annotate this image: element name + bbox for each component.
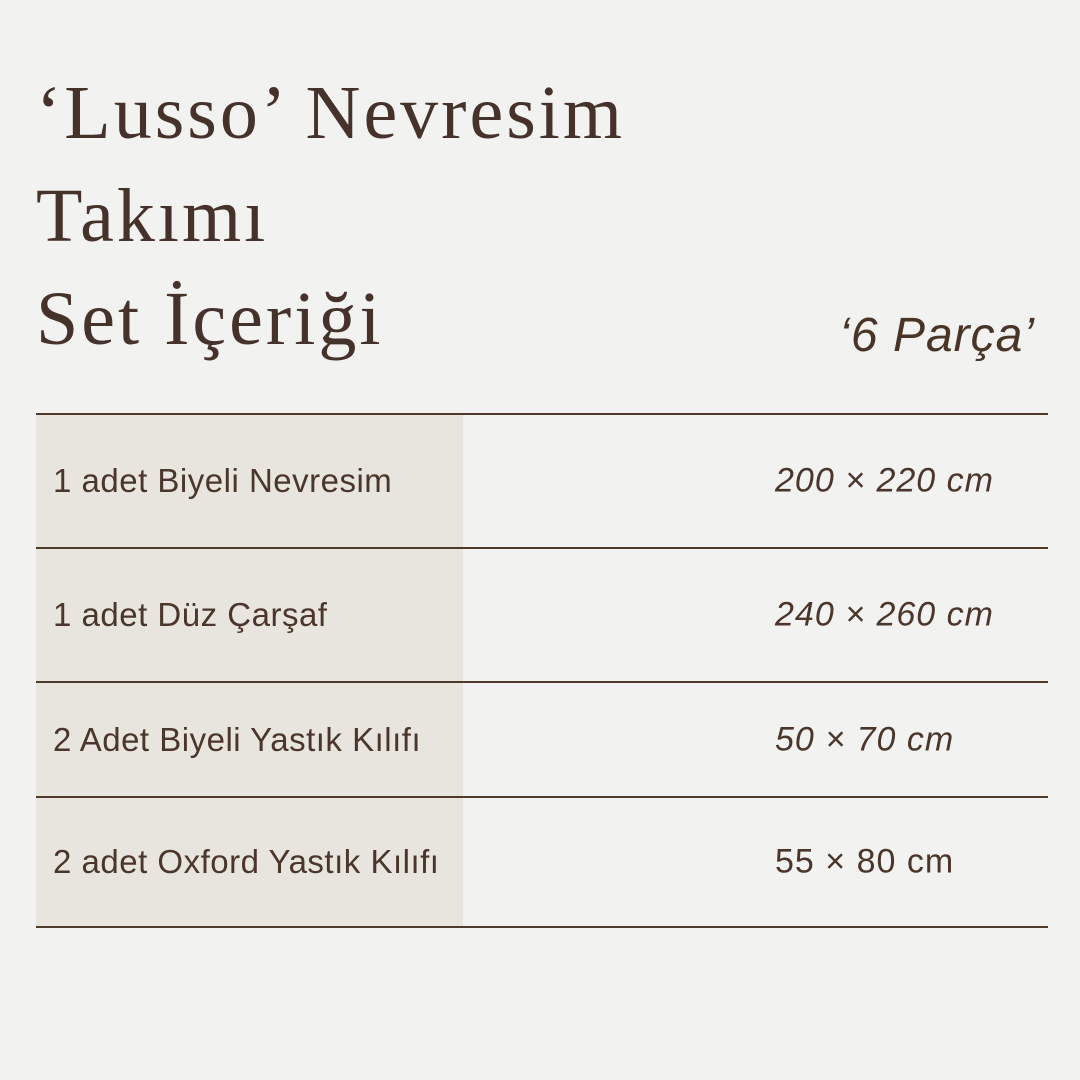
page-title-line-3: Set İçeriği [36,277,384,361]
item-name: 1 adet Biyeli Nevresim [53,462,393,499]
item-name: 2 Adet Biyeli Yastık Kılıfı [53,720,422,758]
piece-count-badge: ‘6 Parça’ [839,309,1035,362]
set-contents-table [36,413,1048,928]
item-name: 2 adet Oxford Yastık Kılıfı [53,843,440,880]
table-row [36,547,1048,681]
page-title [36,62,625,371]
page-title-line-2: Takımı [36,174,269,258]
table-row [36,413,1048,547]
item-size: 55 × 80 cm [775,842,955,881]
item-size: 240 × 260 cm [775,595,994,634]
item-name: 1 adet Düz Çarşaf [53,596,328,633]
item-size: 200 × 220 cm [775,461,994,500]
table-row [36,796,1048,926]
item-size: 50 × 70 cm [775,720,955,758]
page-title-line-1: ‘Lusso’ Nevresim [36,71,626,155]
table-row [36,681,1048,796]
